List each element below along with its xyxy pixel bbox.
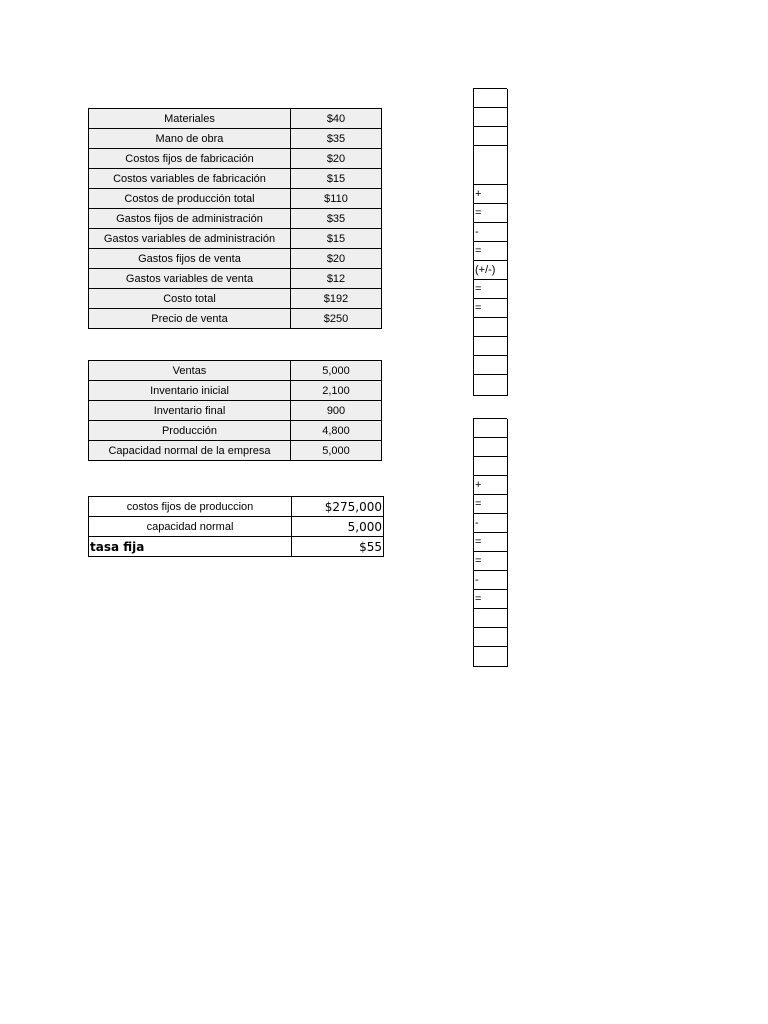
- unit-item-label: Inventario inicial: [89, 381, 291, 401]
- cost-item-value: $40: [291, 109, 382, 129]
- cost-item-value: $35: [291, 209, 382, 229]
- cost-item-value: $192: [291, 289, 382, 309]
- operator-cell: [474, 628, 507, 647]
- operator-cell: =: [474, 495, 507, 514]
- operator-cell: =: [474, 552, 507, 571]
- operator-cell: [474, 146, 507, 185]
- table-row: [89, 229, 382, 249]
- rate-label-fixed-costs: costos fijos de produccion: [89, 497, 292, 517]
- cost-item-label: Materiales: [89, 109, 291, 129]
- unit-item-label: Capacidad normal de la empresa: [89, 441, 291, 461]
- unit-item-label: Ventas: [89, 361, 291, 381]
- cost-item-value: $15: [291, 169, 382, 189]
- rate-label-normal-capacity: capacidad normal: [89, 517, 292, 537]
- operator-cell: [474, 318, 507, 337]
- cost-item-value: $20: [291, 149, 382, 169]
- operator-cell: =: [474, 280, 507, 299]
- operator-cell: [474, 337, 507, 356]
- operator-cell: -: [474, 571, 507, 590]
- operator-cell: [474, 609, 507, 628]
- operator-cell: +: [474, 185, 507, 204]
- table-row: [89, 289, 382, 309]
- cost-item-label: Gastos fijos de administración: [89, 209, 291, 229]
- operator-cell: =: [474, 299, 507, 318]
- table-row: [89, 537, 384, 557]
- table-row: [89, 209, 382, 229]
- operator-cell: [474, 127, 507, 146]
- unit-item-value: 5,000: [291, 441, 382, 461]
- cost-item-label: Gastos fijos de venta: [89, 249, 291, 269]
- cost-item-value: $12: [291, 269, 382, 289]
- cost-item-label: Precio de venta: [89, 309, 291, 329]
- cost-item-value: $20: [291, 249, 382, 269]
- operator-cell: =: [474, 242, 507, 261]
- cost-item-label: Mano de obra: [89, 129, 291, 149]
- table-row: [89, 421, 382, 441]
- operator-cell: [474, 457, 507, 476]
- operator-cell: +: [474, 476, 507, 495]
- rate-label-fixed-rate: tasa fija: [89, 537, 292, 557]
- cost-item-value: $110: [291, 189, 382, 209]
- operator-cell: [474, 438, 507, 457]
- cost-item-value: $35: [291, 129, 382, 149]
- unit-item-label: Inventario final: [89, 401, 291, 421]
- table-row: [89, 109, 382, 129]
- rate-value-fixed-rate: $55: [292, 537, 384, 557]
- unit-item-value: 900: [291, 401, 382, 421]
- operator-cell: [474, 108, 507, 127]
- table-row: [89, 149, 382, 169]
- cost-item-value: $15: [291, 229, 382, 249]
- table-row: [89, 129, 382, 149]
- operator-cell: [474, 419, 507, 438]
- table-row: [89, 517, 384, 537]
- cost-item-label: Gastos variables de venta: [89, 269, 291, 289]
- operator-cell: [474, 356, 507, 375]
- cost-item-value: $250: [291, 309, 382, 329]
- operator-cell: -: [474, 223, 507, 242]
- rate-value-fixed-costs: $275,000: [292, 497, 384, 517]
- operator-cell: [474, 647, 507, 666]
- right-column-2: [473, 419, 508, 667]
- table-row: [89, 401, 382, 421]
- rate-value-normal-capacity: 5,000: [292, 517, 384, 537]
- units-table: [88, 360, 382, 461]
- table-row: [89, 189, 382, 209]
- table-row: [89, 381, 382, 401]
- operator-cell: [474, 89, 507, 108]
- table-row: [89, 497, 384, 517]
- table-row: [89, 361, 382, 381]
- right-column-1: [473, 89, 508, 396]
- operator-cell: (+/-): [474, 261, 507, 280]
- cost-item-label: Costos de producción total: [89, 189, 291, 209]
- unit-item-value: 2,100: [291, 381, 382, 401]
- table-row: [89, 249, 382, 269]
- operator-cell: -: [474, 514, 507, 533]
- operator-cell: [474, 375, 507, 395]
- cost-item-label: Costos variables de fabricación: [89, 169, 291, 189]
- table-row: [89, 309, 382, 329]
- table-row: [89, 169, 382, 189]
- fixed-rate-table: [88, 496, 384, 557]
- table-row: [89, 441, 382, 461]
- operator-cell: =: [474, 204, 507, 223]
- unit-costs-table: [88, 108, 382, 329]
- table-row: [89, 269, 382, 289]
- unit-item-value: 5,000: [291, 361, 382, 381]
- operator-cell: =: [474, 533, 507, 552]
- cost-item-label: Costos fijos de fabricación: [89, 149, 291, 169]
- cost-item-label: Costo total: [89, 289, 291, 309]
- unit-item-label: Producción: [89, 421, 291, 441]
- unit-item-value: 4,800: [291, 421, 382, 441]
- cost-item-label: Gastos variables de administración: [89, 229, 291, 249]
- operator-cell: =: [474, 590, 507, 609]
